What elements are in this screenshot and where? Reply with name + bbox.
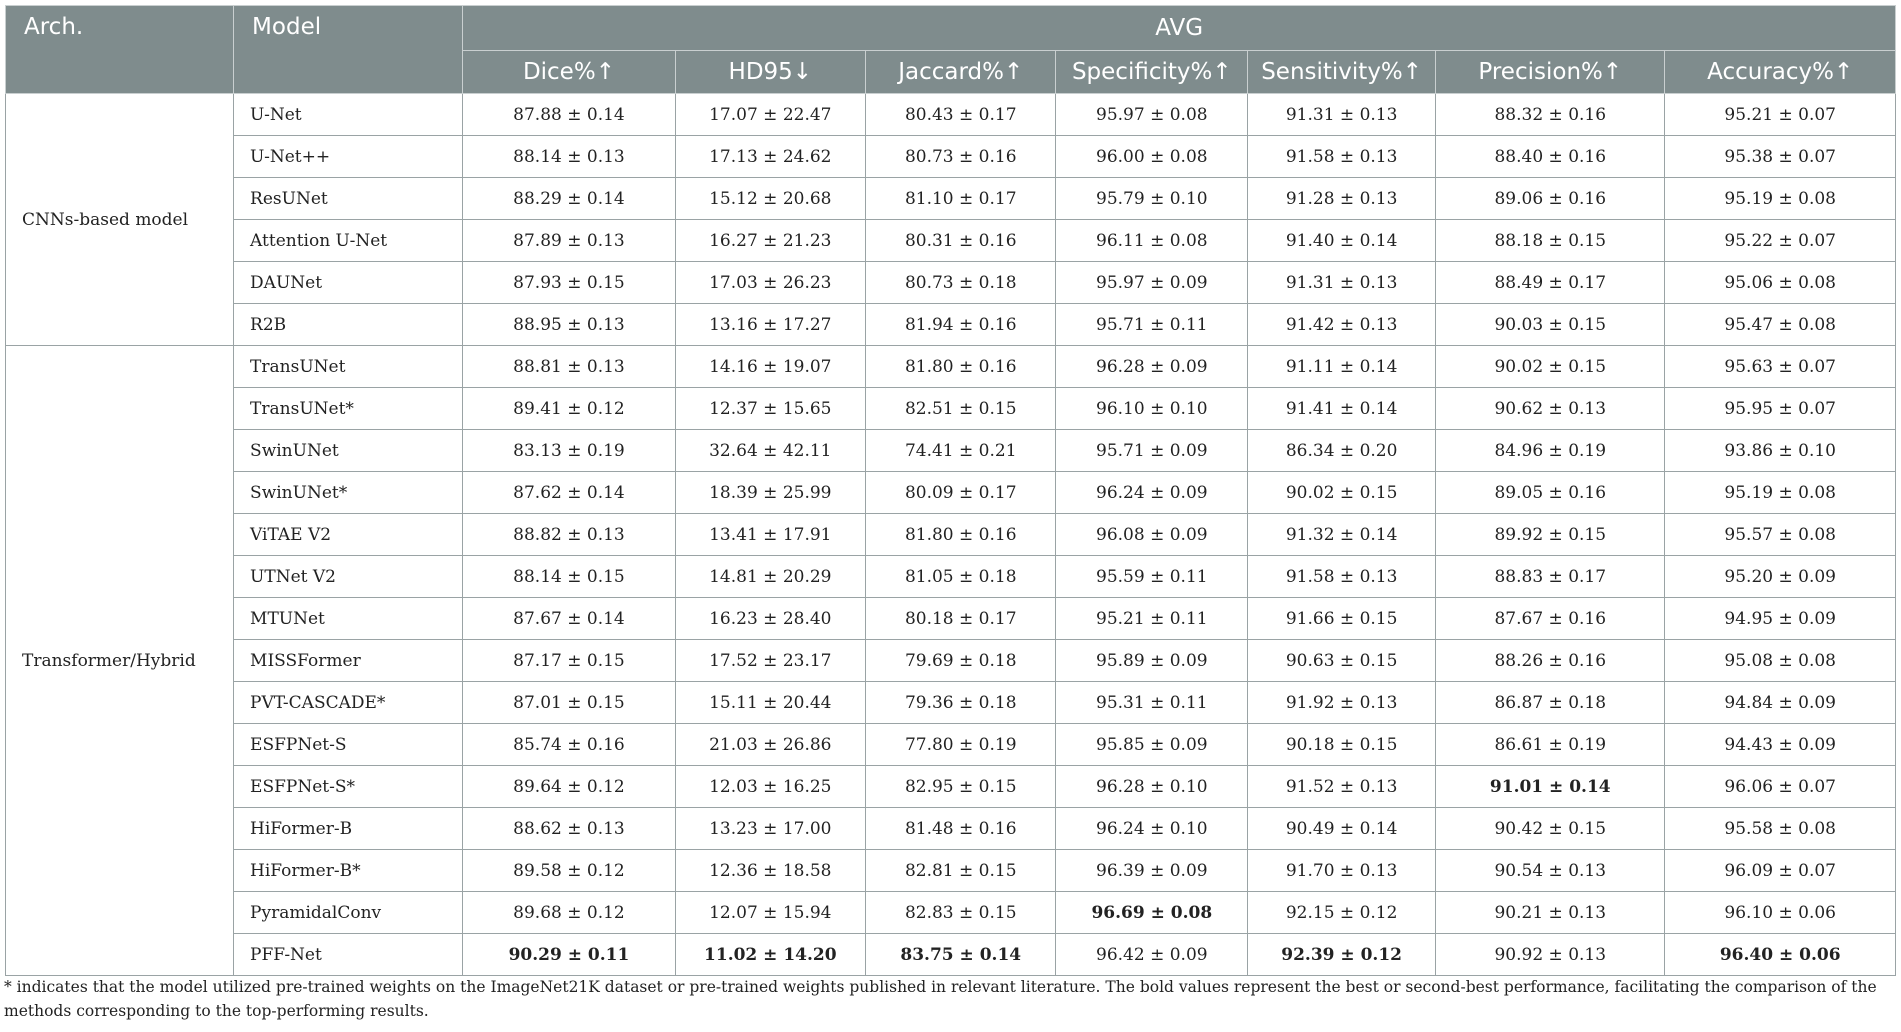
table-row <box>6 934 1896 976</box>
metric-value-cell: 17.03 ± 26.23 <box>675 262 865 304</box>
metric-value-cell: 95.95 ± 0.07 <box>1665 388 1896 430</box>
metric-header-specificity: Specificity%↑ <box>1056 51 1248 94</box>
metric-value-cell: 90.21 ± 0.13 <box>1436 892 1665 934</box>
model-name-cell: SwinUNet <box>234 430 463 472</box>
metric-value-cell: 88.32 ± 0.16 <box>1436 94 1665 136</box>
arch-column-header: Arch. <box>6 6 234 94</box>
metric-value-cell: 91.66 ± 0.15 <box>1248 598 1436 640</box>
metric-value-cell: 82.95 ± 0.15 <box>866 766 1056 808</box>
metric-value-cell: 95.31 ± 0.11 <box>1056 682 1248 724</box>
metric-value-cell: 88.81 ± 0.13 <box>463 346 675 388</box>
metric-value-cell: 95.97 ± 0.08 <box>1056 94 1248 136</box>
metric-value-cell: 83.75 ± 0.14 <box>866 934 1056 976</box>
metric-value-cell: 12.37 ± 15.65 <box>675 388 865 430</box>
metric-header-dice: Dice%↑ <box>463 51 675 94</box>
model-name-cell: TransUNet <box>234 346 463 388</box>
metric-value-cell: 12.07 ± 15.94 <box>675 892 865 934</box>
metric-value-cell: 14.16 ± 19.07 <box>675 346 865 388</box>
metric-value-cell: 91.58 ± 0.13 <box>1248 136 1436 178</box>
metric-value-cell: 16.27 ± 21.23 <box>675 220 865 262</box>
metric-value-cell: 96.10 ± 0.06 <box>1665 892 1896 934</box>
arch-group-cell: CNNs-based model <box>6 94 234 346</box>
metric-value-cell: 95.38 ± 0.07 <box>1665 136 1896 178</box>
table-row <box>6 682 1896 724</box>
table-header <box>6 6 1896 94</box>
table-row <box>6 598 1896 640</box>
metric-value-cell: 13.16 ± 17.27 <box>675 304 865 346</box>
metric-value-cell: 94.84 ± 0.09 <box>1665 682 1896 724</box>
metric-value-cell: 96.10 ± 0.10 <box>1056 388 1248 430</box>
metric-value-cell: 89.58 ± 0.12 <box>463 850 675 892</box>
metric-value-cell: 81.48 ± 0.16 <box>866 808 1056 850</box>
metric-value-cell: 94.95 ± 0.09 <box>1665 598 1896 640</box>
metric-value-cell: 79.69 ± 0.18 <box>866 640 1056 682</box>
metric-value-cell: 85.74 ± 0.16 <box>463 724 675 766</box>
metric-value-cell: 91.92 ± 0.13 <box>1248 682 1436 724</box>
table-row <box>6 388 1896 430</box>
metric-value-cell: 90.54 ± 0.13 <box>1436 850 1665 892</box>
metric-value-cell: 91.28 ± 0.13 <box>1248 178 1436 220</box>
metric-value-cell: 90.62 ± 0.13 <box>1436 388 1665 430</box>
metric-value-cell: 91.41 ± 0.14 <box>1248 388 1436 430</box>
metric-value-cell: 95.85 ± 0.09 <box>1056 724 1248 766</box>
metric-value-cell: 86.87 ± 0.18 <box>1436 682 1665 724</box>
table-row <box>6 346 1896 388</box>
model-name-cell: ESFPNet-S* <box>234 766 463 808</box>
metric-value-cell: 86.34 ± 0.20 <box>1248 430 1436 472</box>
metric-value-cell: 95.57 ± 0.08 <box>1665 514 1896 556</box>
metric-value-cell: 82.51 ± 0.15 <box>866 388 1056 430</box>
metric-value-cell: 95.89 ± 0.09 <box>1056 640 1248 682</box>
metric-value-cell: 80.18 ± 0.17 <box>866 598 1056 640</box>
metric-value-cell: 91.40 ± 0.14 <box>1248 220 1436 262</box>
metric-value-cell: 80.73 ± 0.16 <box>866 136 1056 178</box>
table-row <box>6 640 1896 682</box>
metric-value-cell: 14.81 ± 20.29 <box>675 556 865 598</box>
metric-value-cell: 90.02 ± 0.15 <box>1248 472 1436 514</box>
metric-value-cell: 82.81 ± 0.15 <box>866 850 1056 892</box>
table-row <box>6 220 1896 262</box>
table-row <box>6 136 1896 178</box>
model-name-cell: HiFormer-B* <box>234 850 463 892</box>
metric-value-cell: 79.36 ± 0.18 <box>866 682 1056 724</box>
metric-value-cell: 88.29 ± 0.14 <box>463 178 675 220</box>
metric-value-cell: 88.18 ± 0.15 <box>1436 220 1665 262</box>
metric-value-cell: 87.89 ± 0.13 <box>463 220 675 262</box>
avg-group-header: AVG <box>463 6 1896 51</box>
metric-value-cell: 90.63 ± 0.15 <box>1248 640 1436 682</box>
table-row <box>6 514 1896 556</box>
metric-value-cell: 88.82 ± 0.13 <box>463 514 675 556</box>
metric-value-cell: 87.67 ± 0.16 <box>1436 598 1665 640</box>
model-column-header: Model <box>234 6 463 94</box>
metric-value-cell: 81.80 ± 0.16 <box>866 514 1056 556</box>
metric-value-cell: 95.97 ± 0.09 <box>1056 262 1248 304</box>
table-row <box>6 178 1896 220</box>
metric-value-cell: 89.92 ± 0.15 <box>1436 514 1665 556</box>
metric-value-cell: 88.14 ± 0.15 <box>463 556 675 598</box>
model-name-cell: PFF-Net <box>234 934 463 976</box>
metric-value-cell: 96.24 ± 0.09 <box>1056 472 1248 514</box>
metric-value-cell: 96.11 ± 0.08 <box>1056 220 1248 262</box>
table-row <box>6 850 1896 892</box>
metric-value-cell: 77.80 ± 0.19 <box>866 724 1056 766</box>
metric-value-cell: 95.22 ± 0.07 <box>1665 220 1896 262</box>
metric-value-cell: 74.41 ± 0.21 <box>866 430 1056 472</box>
table-row <box>6 430 1896 472</box>
metric-value-cell: 15.12 ± 20.68 <box>675 178 865 220</box>
metric-value-cell: 90.03 ± 0.15 <box>1436 304 1665 346</box>
metric-value-cell: 89.41 ± 0.12 <box>463 388 675 430</box>
metric-value-cell: 95.19 ± 0.08 <box>1665 472 1896 514</box>
metric-value-cell: 95.58 ± 0.08 <box>1665 808 1896 850</box>
metric-value-cell: 94.43 ± 0.09 <box>1665 724 1896 766</box>
model-name-cell: PVT-CASCADE* <box>234 682 463 724</box>
metric-value-cell: 90.42 ± 0.15 <box>1436 808 1665 850</box>
metric-value-cell: 90.18 ± 0.15 <box>1248 724 1436 766</box>
metric-value-cell: 88.40 ± 0.16 <box>1436 136 1665 178</box>
model-name-cell: ViTAE V2 <box>234 514 463 556</box>
table-footnote: * indicates that the model utilized pre-trained weights on the ImageNet21K dataset or pre-trained weights published in relevant literature. The bold values represent the best or second-best performance, facilitating the comparison of the methods corresponding to the top-performing results. <box>4 978 1877 1020</box>
metric-value-cell: 15.11 ± 20.44 <box>675 682 865 724</box>
metric-value-cell: 87.17 ± 0.15 <box>463 640 675 682</box>
arch-group-cell: Transformer/Hybrid <box>6 346 234 976</box>
model-name-cell: SwinUNet* <box>234 472 463 514</box>
metric-value-cell: 91.31 ± 0.13 <box>1248 262 1436 304</box>
metric-value-cell: 87.88 ± 0.14 <box>463 94 675 136</box>
metric-value-cell: 96.28 ± 0.09 <box>1056 346 1248 388</box>
metric-header-hd95: HD95↓ <box>675 51 865 94</box>
metric-value-cell: 89.68 ± 0.12 <box>463 892 675 934</box>
metric-value-cell: 96.40 ± 0.06 <box>1665 934 1896 976</box>
model-name-cell: MISSFormer <box>234 640 463 682</box>
metric-value-cell: 84.96 ± 0.19 <box>1436 430 1665 472</box>
metric-value-cell: 80.43 ± 0.17 <box>866 94 1056 136</box>
metric-value-cell: 96.42 ± 0.09 <box>1056 934 1248 976</box>
metric-value-cell: 88.49 ± 0.17 <box>1436 262 1665 304</box>
table-row <box>6 556 1896 598</box>
model-name-cell: HiFormer-B <box>234 808 463 850</box>
model-name-cell: TransUNet* <box>234 388 463 430</box>
metric-value-cell: 88.95 ± 0.13 <box>463 304 675 346</box>
table-row <box>6 472 1896 514</box>
model-name-cell: Attention U-Net <box>234 220 463 262</box>
metric-value-cell: 91.42 ± 0.13 <box>1248 304 1436 346</box>
metric-value-cell: 95.63 ± 0.07 <box>1665 346 1896 388</box>
metric-value-cell: 13.41 ± 17.91 <box>675 514 865 556</box>
metric-value-cell: 90.49 ± 0.14 <box>1248 808 1436 850</box>
metric-value-cell: 95.71 ± 0.11 <box>1056 304 1248 346</box>
metric-value-cell: 90.92 ± 0.13 <box>1436 934 1665 976</box>
metric-value-cell: 93.86 ± 0.10 <box>1665 430 1896 472</box>
metric-value-cell: 95.21 ± 0.11 <box>1056 598 1248 640</box>
metric-value-cell: 95.19 ± 0.08 <box>1665 178 1896 220</box>
metric-value-cell: 17.13 ± 24.62 <box>675 136 865 178</box>
model-name-cell: U-Net++ <box>234 136 463 178</box>
metric-value-cell: 91.70 ± 0.13 <box>1248 850 1436 892</box>
metric-value-cell: 86.61 ± 0.19 <box>1436 724 1665 766</box>
metric-value-cell: 89.06 ± 0.16 <box>1436 178 1665 220</box>
table-row <box>6 304 1896 346</box>
metric-value-cell: 95.47 ± 0.08 <box>1665 304 1896 346</box>
model-name-cell: U-Net <box>234 94 463 136</box>
metric-value-cell: 89.05 ± 0.16 <box>1436 472 1665 514</box>
metric-value-cell: 81.10 ± 0.17 <box>866 178 1056 220</box>
metric-value-cell: 32.64 ± 42.11 <box>675 430 865 472</box>
metric-value-cell: 95.59 ± 0.11 <box>1056 556 1248 598</box>
metric-value-cell: 87.93 ± 0.15 <box>463 262 675 304</box>
metric-value-cell: 95.06 ± 0.08 <box>1665 262 1896 304</box>
metric-value-cell: 95.71 ± 0.09 <box>1056 430 1248 472</box>
metric-value-cell: 91.31 ± 0.13 <box>1248 94 1436 136</box>
model-name-cell: ESFPNet-S <box>234 724 463 766</box>
metric-value-cell: 88.83 ± 0.17 <box>1436 556 1665 598</box>
metric-value-cell: 95.08 ± 0.08 <box>1665 640 1896 682</box>
metric-value-cell: 16.23 ± 28.40 <box>675 598 865 640</box>
metric-value-cell: 88.62 ± 0.13 <box>463 808 675 850</box>
metric-value-cell: 80.73 ± 0.18 <box>866 262 1056 304</box>
metric-value-cell: 81.80 ± 0.16 <box>866 346 1056 388</box>
metric-value-cell: 11.02 ± 14.20 <box>675 934 865 976</box>
metric-value-cell: 96.39 ± 0.09 <box>1056 850 1248 892</box>
model-name-cell: DAUNet <box>234 262 463 304</box>
metric-value-cell: 83.13 ± 0.19 <box>463 430 675 472</box>
metric-value-cell: 17.07 ± 22.47 <box>675 94 865 136</box>
metric-value-cell: 80.31 ± 0.16 <box>866 220 1056 262</box>
metric-value-cell: 12.03 ± 16.25 <box>675 766 865 808</box>
metric-value-cell: 90.02 ± 0.15 <box>1436 346 1665 388</box>
metric-value-cell: 90.29 ± 0.11 <box>463 934 675 976</box>
metric-value-cell: 87.62 ± 0.14 <box>463 472 675 514</box>
metric-value-cell: 95.21 ± 0.07 <box>1665 94 1896 136</box>
metric-value-cell: 80.09 ± 0.17 <box>866 472 1056 514</box>
model-name-cell: R2B <box>234 304 463 346</box>
metric-value-cell: 91.01 ± 0.14 <box>1436 766 1665 808</box>
metric-value-cell: 96.24 ± 0.10 <box>1056 808 1248 850</box>
model-name-cell: ResUNet <box>234 178 463 220</box>
metric-value-cell: 12.36 ± 18.58 <box>675 850 865 892</box>
metric-value-cell: 91.11 ± 0.14 <box>1248 346 1436 388</box>
table-row <box>6 724 1896 766</box>
metric-value-cell: 92.15 ± 0.12 <box>1248 892 1436 934</box>
metric-value-cell: 21.03 ± 26.86 <box>675 724 865 766</box>
table-row <box>6 94 1896 136</box>
metric-value-cell: 17.52 ± 23.17 <box>675 640 865 682</box>
metric-header-precision: Precision%↑ <box>1436 51 1665 94</box>
model-name-cell: PyramidalConv <box>234 892 463 934</box>
metric-value-cell: 96.06 ± 0.07 <box>1665 766 1896 808</box>
results-table <box>5 5 1896 976</box>
model-name-cell: MTUNet <box>234 598 463 640</box>
metric-header-jaccard: Jaccard%↑ <box>866 51 1056 94</box>
metric-header-accuracy: Accuracy%↑ <box>1665 51 1896 94</box>
metric-value-cell: 91.52 ± 0.13 <box>1248 766 1436 808</box>
metric-value-cell: 96.28 ± 0.10 <box>1056 766 1248 808</box>
table-row <box>6 808 1896 850</box>
metric-value-cell: 96.69 ± 0.08 <box>1056 892 1248 934</box>
metric-value-cell: 96.00 ± 0.08 <box>1056 136 1248 178</box>
metric-value-cell: 96.09 ± 0.07 <box>1665 850 1896 892</box>
metric-value-cell: 91.32 ± 0.14 <box>1248 514 1436 556</box>
metric-value-cell: 82.83 ± 0.15 <box>866 892 1056 934</box>
metric-value-cell: 87.01 ± 0.15 <box>463 682 675 724</box>
metric-value-cell: 96.08 ± 0.09 <box>1056 514 1248 556</box>
metric-value-cell: 91.58 ± 0.13 <box>1248 556 1436 598</box>
metric-value-cell: 95.20 ± 0.09 <box>1665 556 1896 598</box>
metric-value-cell: 18.39 ± 25.99 <box>675 472 865 514</box>
metric-value-cell: 88.14 ± 0.13 <box>463 136 675 178</box>
table-row <box>6 766 1896 808</box>
metric-value-cell: 87.67 ± 0.14 <box>463 598 675 640</box>
table-row <box>6 892 1896 934</box>
metric-header-sensitivity: Sensitivity%↑ <box>1248 51 1436 94</box>
metric-value-cell: 92.39 ± 0.12 <box>1248 934 1436 976</box>
metric-value-cell: 89.64 ± 0.12 <box>463 766 675 808</box>
metric-value-cell: 81.05 ± 0.18 <box>866 556 1056 598</box>
table-body <box>6 94 1896 976</box>
metric-value-cell: 13.23 ± 17.00 <box>675 808 865 850</box>
model-name-cell: UTNet V2 <box>234 556 463 598</box>
results-table-container <box>5 5 1896 976</box>
metric-value-cell: 95.79 ± 0.10 <box>1056 178 1248 220</box>
metric-value-cell: 88.26 ± 0.16 <box>1436 640 1665 682</box>
table-row <box>6 262 1896 304</box>
metric-value-cell: 81.94 ± 0.16 <box>866 304 1056 346</box>
